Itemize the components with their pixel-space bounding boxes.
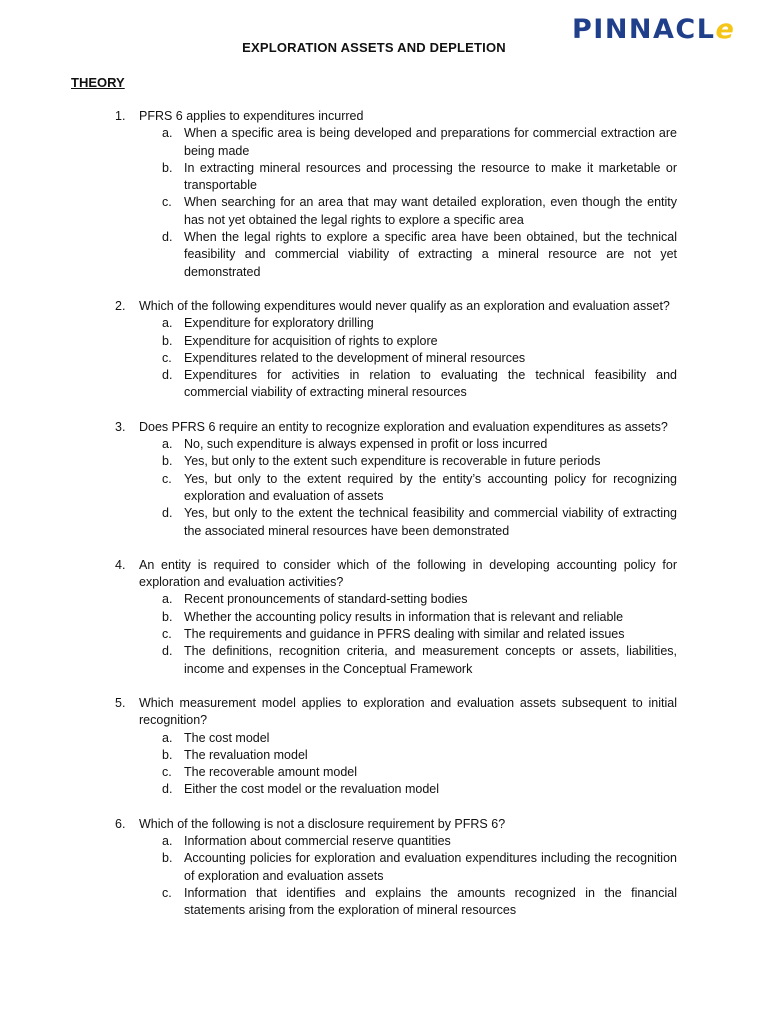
option-item [0, 643, 768, 678]
option-item [0, 591, 768, 608]
option-text: Accounting policies for exploration and evaluation expenditures including the recognition of exploration and evaluation assets [184, 851, 677, 883]
option-text: Information about commercial reserve quantities [184, 833, 451, 848]
option-list [0, 436, 768, 540]
option-text: Expenditures for activities in relation to evaluating the technical feasibility and commercial viability of extracting mineral resources [184, 368, 677, 400]
question-number: 3. [115, 419, 126, 434]
option-item [0, 453, 768, 470]
option-letter: b. [162, 747, 173, 762]
question-number: 6. [115, 816, 126, 831]
option-letter: d. [162, 368, 173, 383]
option-text: When searching for an area that may want detailed exploration, even though the entity has not yet obtained the legal rights to explore a specific area [184, 195, 677, 227]
option-item [0, 764, 768, 781]
pinnacle-logo [572, 16, 735, 43]
question-text: Which of the following expenditures would never qualify as an exploration and evaluation asset? [139, 298, 670, 313]
option-letter: a. [162, 316, 173, 331]
option-item [0, 160, 768, 195]
question-number: 5. [115, 695, 126, 710]
option-letter: b. [162, 851, 173, 866]
option-text: Yes, but only to the extent the technical feasibility and commercial viability of extracting the associated mineral resources have been demonstrated [184, 506, 677, 538]
option-item [0, 350, 768, 367]
option-text: When a specific area is being developed and preparations for commercial extraction are being made [184, 126, 677, 158]
option-item [0, 505, 768, 540]
option-text: The cost model [184, 730, 270, 745]
option-item [0, 609, 768, 626]
question-number: 4. [115, 557, 126, 572]
option-item [0, 850, 768, 885]
option-list [0, 315, 768, 401]
section-heading: THEORY [71, 75, 125, 90]
option-list [0, 730, 768, 799]
option-letter: a. [162, 730, 173, 745]
option-letter: b. [162, 160, 173, 175]
option-item [0, 333, 768, 350]
question-number: 1. [115, 109, 126, 123]
logo-main-text: PINNACL [572, 14, 716, 45]
question-item [0, 557, 768, 678]
option-letter: b. [162, 333, 173, 348]
option-list [0, 833, 768, 919]
option-letter: a. [162, 592, 173, 607]
option-text: The revaluation model [184, 747, 308, 762]
option-letter: a. [162, 437, 173, 452]
option-text: In extracting mineral resources and processing the resource to make it marketable or transportable [184, 160, 677, 193]
question-item [0, 298, 768, 402]
option-letter: d. [162, 230, 173, 245]
option-text: The requirements and guidance in PFRS dealing with similar and related issues [184, 627, 625, 642]
option-item [0, 833, 768, 850]
option-text: Yes, but only to the extent required by the entity’s accounting policy for recognizing exploration and evaluation of assets [184, 471, 677, 503]
option-item [0, 367, 768, 402]
option-text: Recent pronouncements of standard-setting bodies [184, 592, 468, 607]
option-letter: c. [162, 471, 172, 486]
option-text: The recoverable amount model [184, 765, 358, 780]
question-text: PFRS 6 applies to expenditures incurred [139, 109, 364, 123]
option-item [0, 747, 768, 764]
option-letter: b. [162, 454, 173, 469]
option-item [0, 194, 768, 229]
option-text: Information that identifies and explains the amounts recognized in the financial statements arising from the exploration of mineral resources [184, 885, 677, 918]
option-item [0, 781, 768, 798]
option-letter: a. [162, 126, 173, 141]
question-text: Does PFRS 6 require an entity to recognize exploration and evaluation expenditures as assets? [139, 419, 668, 434]
option-letter: c. [162, 885, 172, 900]
option-letter: c. [162, 627, 172, 642]
document-title: EXPLORATION ASSETS AND DEPLETION [242, 40, 506, 55]
option-text: Expenditures related to the development of mineral resources [184, 350, 526, 365]
logo-accent-letter: e [715, 14, 736, 45]
option-text: Yes, but only to the extent such expenditure is recoverable in future periods [184, 454, 601, 469]
option-item [0, 730, 768, 747]
option-item [0, 471, 768, 506]
question-list [0, 108, 768, 936]
option-letter: a. [162, 833, 173, 848]
question-number: 2. [115, 298, 126, 313]
option-item [0, 626, 768, 643]
option-text: Whether the accounting policy results in information that is relevant and reliable [184, 609, 624, 624]
option-item [0, 125, 768, 160]
option-text: No, such expenditure is always expensed in profit or loss incurred [184, 437, 548, 452]
option-text: Expenditure for acquisition of rights to explore [184, 333, 438, 348]
option-letter: d. [162, 506, 173, 521]
option-letter: c. [162, 765, 172, 780]
question-text: Which of the following is not a disclosure requirement by PFRS 6? [139, 816, 506, 831]
option-letter: b. [162, 609, 173, 624]
option-text: The definitions, recognition criteria, and measurement concepts or assets, liabilities, income and expenses in the Conceptual Framework [184, 644, 677, 676]
option-text: When the legal rights to explore a specific area have been obtained, but the technical feasibility and commercial viability of extracting a mineral resource are not yet demonstrated [184, 230, 677, 279]
option-letter: d. [162, 644, 173, 659]
option-letter: c. [162, 195, 172, 210]
option-letter: c. [162, 350, 172, 365]
option-letter: d. [162, 782, 173, 797]
option-item [0, 436, 768, 453]
option-item [0, 885, 768, 920]
question-item [0, 108, 768, 281]
option-text: Expenditure for exploratory drilling [184, 316, 374, 331]
option-text: Either the cost model or the revaluation model [184, 782, 439, 797]
question-item [0, 419, 768, 540]
option-list [0, 591, 768, 677]
question-text: An entity is required to consider which of the following in developing accounting policy for exploration and evaluation activities? [139, 557, 677, 590]
question-item [0, 695, 768, 799]
option-list [0, 125, 768, 281]
question-item [0, 816, 768, 920]
option-item [0, 315, 768, 332]
question-text: Which measurement model applies to exploration and evaluation assets subsequent to initial recognition? [139, 695, 677, 728]
option-item [0, 229, 768, 281]
